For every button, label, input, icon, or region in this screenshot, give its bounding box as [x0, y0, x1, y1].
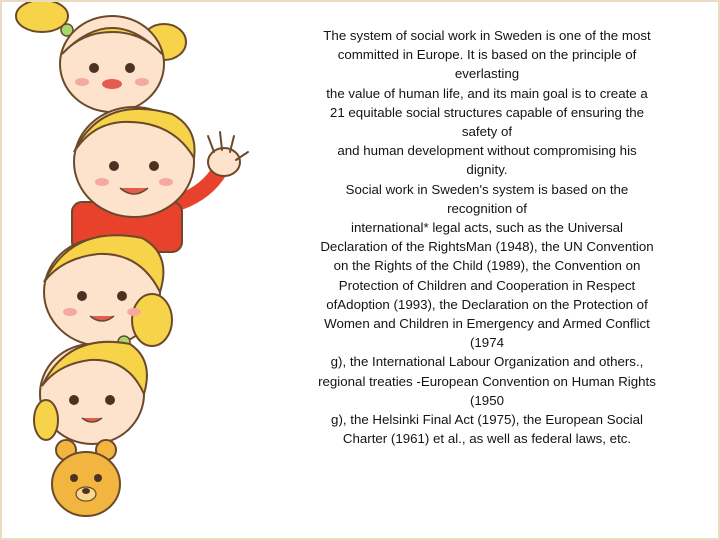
- text-line: safety of: [461, 124, 513, 140]
- text-line: and human development without compromising his: [337, 143, 637, 159]
- text-line: The system of social work in Sweden is one of the most: [323, 28, 651, 43]
- text-line: dignity.: [466, 162, 508, 178]
- text-line: recognition of: [447, 200, 527, 216]
- text-line: committed in Europe. It is based on the principle of: [337, 47, 637, 63]
- text-line: (1974: [469, 335, 504, 351]
- text-line: regional treaties -European Convention on Human Rights: [318, 373, 656, 389]
- child-lower: [34, 336, 147, 444]
- child-middle: [44, 235, 172, 346]
- text-line: ofAdoption (1993), the Declaration on the Protection of: [326, 296, 648, 312]
- text-line: Charter (1961) et al., as well as federal laws, etc.: [342, 431, 632, 447]
- child-waving: [72, 107, 248, 252]
- teddy-bear: [52, 440, 120, 516]
- peeking-children-illustration: [2, 2, 272, 540]
- text-line: international* legal acts, such as the Universal: [351, 220, 623, 236]
- text-line: on the Rights of the Child (1989), the Convention on: [333, 258, 641, 274]
- child-top: [16, 2, 186, 112]
- text-line: Women and Children in Emergency and Armed Conflict: [324, 316, 650, 332]
- text-line: Social work in Sweden's system is based on the: [345, 181, 629, 197]
- text-line: g), the Helsinki Final Act (1975), the European Social: [331, 412, 643, 428]
- text-line: g), the International Labour Organization and others.,: [330, 354, 644, 370]
- text-line: 21 equitable social structures capable of ensuring the: [329, 104, 645, 120]
- text-line: Declaration of the RightsMan (1948), the UN Convention: [320, 239, 654, 255]
- main-text: [292, 26, 682, 448]
- text-line: (1950: [469, 392, 504, 408]
- text-line: Protection of Children and Cooperation in Respect: [338, 277, 636, 293]
- text-line: the value of human life, and its main goal is to create a: [326, 85, 648, 101]
- text-line: everlasting: [454, 66, 520, 82]
